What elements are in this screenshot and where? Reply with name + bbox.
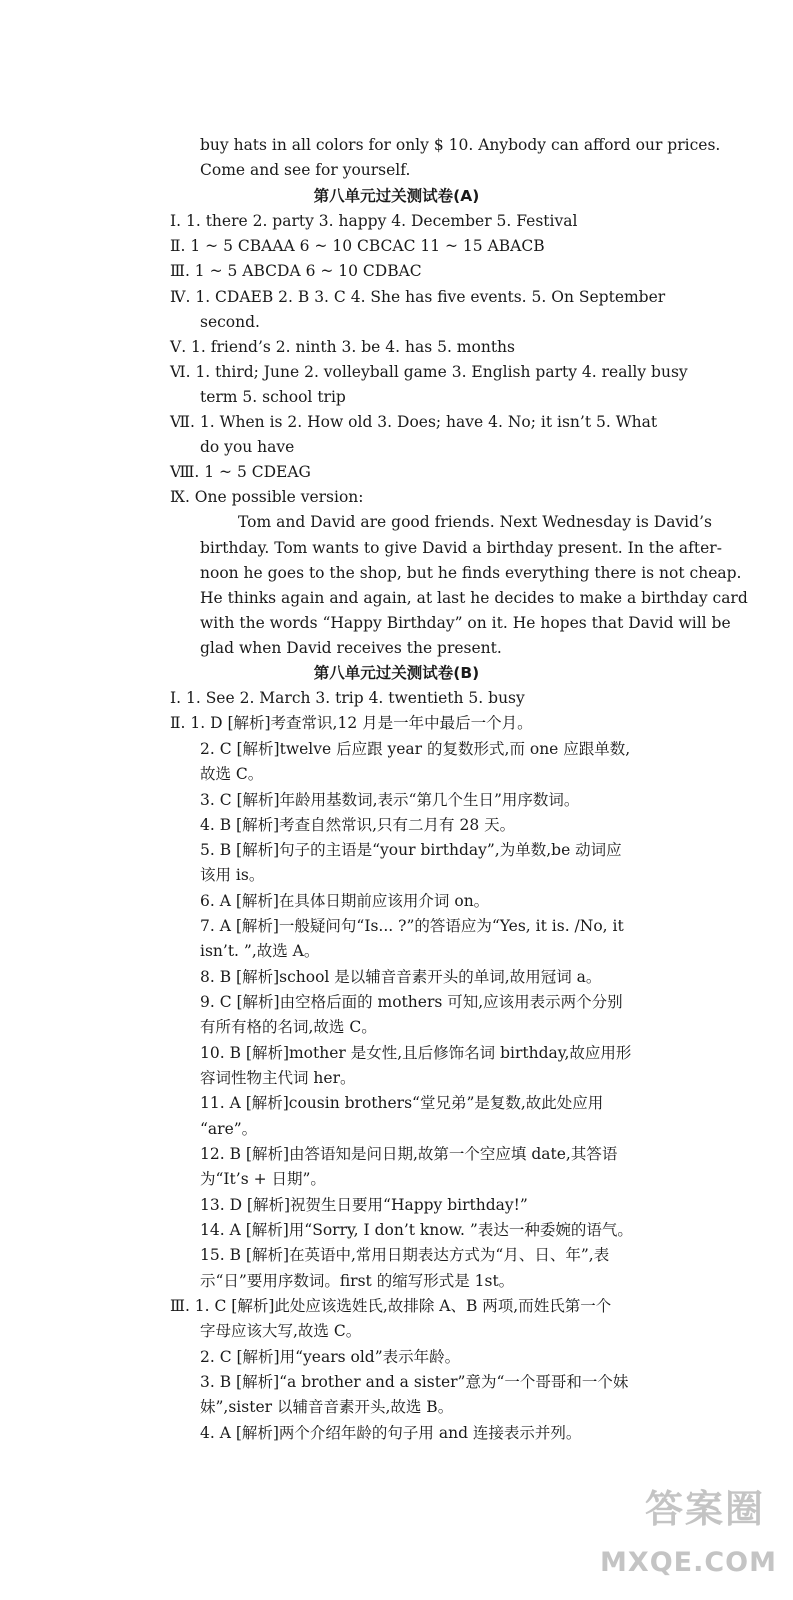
section-a-title: 第八单元过关测试卷(A) <box>313 187 480 205</box>
b-part-2-q7: 7. A [解析]一般疑问句“Is... ?”的答语应为“Yes, it is. /No, it <box>200 917 624 935</box>
b-part-2-q7-cont: isn’t. ”,故选 A。 <box>200 942 320 960</box>
b-part-2-q14: 14. A [解析]用“Sorry, I don’t know. ”表达一种委婉的语气。 <box>200 1221 633 1239</box>
b-part-2-q10-cont: 容词性物主代词 her。 <box>200 1069 356 1087</box>
b-part-2-q11-cont: “are”。 <box>200 1120 258 1138</box>
a-part-4-cont: second. <box>200 313 260 331</box>
b-part-3-q3: 3. B [解析]“a brother and a sister”意为“一个哥哥和一个妹 <box>200 1373 629 1391</box>
b-part-2-q10: 10. B [解析]mother 是女性,且后修饰名词 birthday,故应用形 <box>200 1044 632 1062</box>
a-part-5: Ⅴ. 1. friend’s 2. ninth 3. be 4. has 5. months <box>170 338 515 356</box>
a-part-8: Ⅷ. 1 ~ 5 CDEAG <box>170 463 311 481</box>
a-part-6-cont: term 5. school trip <box>200 388 346 406</box>
b-part-3-q4: 4. A [解析]两个介绍年龄的句子用 and 连接表示并列。 <box>200 1424 582 1442</box>
b-part-2-q9: 9. C [解析]由空格后面的 mothers 可知,应该用表示两个分别 <box>200 993 623 1011</box>
watermark-top-text: 答案圈 <box>644 1487 765 1531</box>
b-part-2-q3: 3. C [解析]年龄用基数词,表示“第几个生日”用序数词。 <box>200 791 580 809</box>
watermark-bottom-text: MXQE.COM <box>600 1547 777 1578</box>
essay-line-2: birthday. Tom wants to give David a birthday present. In the after- <box>200 539 722 557</box>
b-part-2-q2-cont: 故选 C。 <box>200 765 264 783</box>
section-b-title: 第八单元过关测试卷(B) <box>313 664 480 682</box>
a-part-1: Ⅰ. 1. there 2. party 3. happy 4. December 5. Festival <box>170 212 578 230</box>
b-part-2-q5-cont: 该用 is。 <box>200 866 265 884</box>
b-part-2-q6: 6. A [解析]在具体日期前应该用介词 on。 <box>200 892 490 910</box>
b-part-2-q5: 5. B [解析]句子的主语是“your birthday”,为单数,be 动词应 <box>200 841 622 859</box>
a-part-9: Ⅸ. One possible version: <box>170 488 364 506</box>
b-part-2-q8: 8. B [解析]school 是以辅音音素开头的单词,故用冠词 a。 <box>200 968 602 986</box>
watermark-logo <box>567 1478 777 1578</box>
essay-line-3: noon he goes to the shop, but he finds everything there is not cheap. <box>200 564 742 582</box>
b-part-3-q1: Ⅲ. 1. C [解析]此处应该选姓氏,故排除 A、B 两项,而姓氏第一个 <box>170 1297 612 1315</box>
a-part-4: Ⅳ. 1. CDAEB 2. B 3. C 4. She has five events. 5. On September <box>170 288 666 306</box>
intro-line-1: buy hats in all colors for only $ 10. Anybody can afford our prices. <box>200 136 721 154</box>
b-part-2-q4: 4. B [解析]考查自然常识,只有二月有 28 天。 <box>200 816 516 834</box>
essay-line-5: with the words “Happy Birthday” on it. He hopes that David will be <box>200 614 731 632</box>
b-part-2-q13: 13. D [解析]祝贺生日要用“Happy birthday!” <box>200 1196 528 1214</box>
b-part-2-q12-cont: 为“It’s + 日期”。 <box>200 1170 326 1188</box>
a-part-3: Ⅲ. 1 ~ 5 ABCDA 6 ~ 10 CDBAC <box>170 262 422 280</box>
b-part-2-q15-cont: 示“日”要用序数词。first 的缩写形式是 1st。 <box>200 1272 515 1290</box>
b-part-3-q3-cont: 妹”,sister 以辅音音素开头,故选 B。 <box>200 1398 454 1416</box>
a-part-7: Ⅶ. 1. When is 2. How old 3. Does; have 4. No; it isn’t 5. What <box>170 413 658 431</box>
b-part-1: Ⅰ. 1. See 2. March 3. trip 4. twentieth 5. busy <box>170 689 525 707</box>
b-part-2-q15: 15. B [解析]在英语中,常用日期表达方式为“月、日、年”,表 <box>200 1246 610 1264</box>
a-part-2: Ⅱ. 1 ~ 5 CBAAA 6 ~ 10 CBCAC 11 ~ 15 ABACB <box>170 237 545 255</box>
essay-line-6: glad when David receives the present. <box>200 639 502 657</box>
b-part-2-q11: 11. A [解析]cousin brothers“堂兄弟”是复数,故此处应用 <box>200 1094 604 1112</box>
essay-line-4: He thinks again and again, at last he decides to make a birthday card <box>200 589 748 607</box>
b-part-3-q1-cont: 字母应该大写,故选 C。 <box>200 1322 362 1340</box>
intro-line-2: Come and see for yourself. <box>200 161 411 179</box>
b-part-3-q2: 2. C [解析]用“years old”表示年龄。 <box>200 1348 461 1366</box>
essay-line-1: Tom and David are good friends. Next Wednesday is David’s <box>238 513 712 531</box>
b-part-2-q1: Ⅱ. 1. D [解析]考查常识,12 月是一年中最后一个月。 <box>170 714 533 732</box>
b-part-2-q2: 2. C [解析]twelve 后应跟 year 的复数形式,而 one 应跟单数, <box>200 740 631 758</box>
b-part-2-q12: 12. B [解析]由答语知是问日期,故第一个空应填 date,其答语 <box>200 1145 618 1163</box>
a-part-7-cont: do you have <box>200 438 295 456</box>
a-part-6: Ⅵ. 1. third; June 2. volleyball game 3. English party 4. really busy <box>170 363 688 381</box>
b-part-2-q9-cont: 有所有格的名词,故选 C。 <box>200 1018 377 1036</box>
